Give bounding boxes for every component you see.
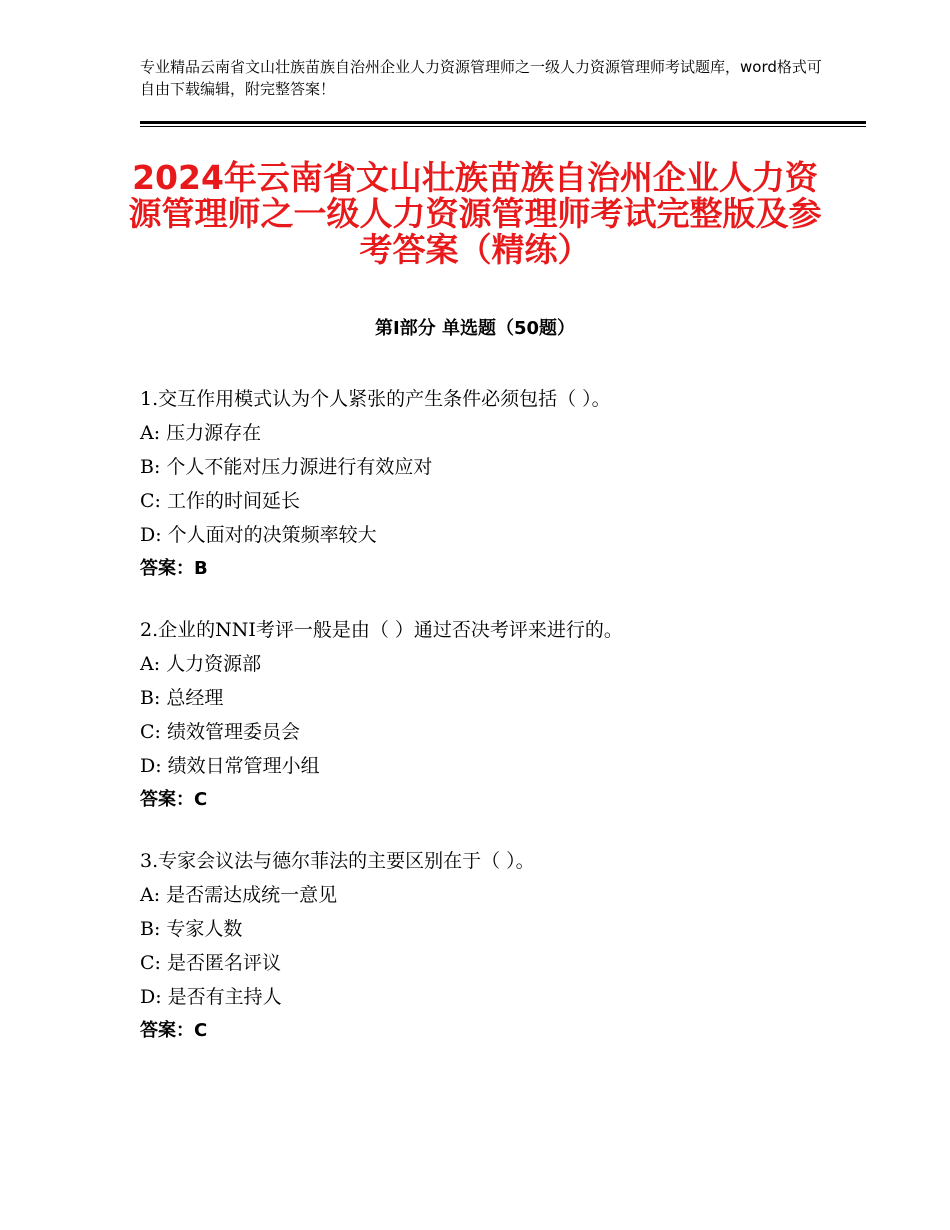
option-text: 个人不能对压力源进行有效应对 bbox=[166, 456, 433, 478]
option-text: 绩效日常管理小组 bbox=[167, 755, 320, 777]
option-text: 是否匿名评议 bbox=[166, 952, 281, 974]
option-b bbox=[140, 450, 860, 484]
header-rule-thick bbox=[140, 121, 866, 124]
option-text: 专家人数 bbox=[166, 918, 243, 940]
answer-line: 答案：C bbox=[140, 1020, 208, 1041]
question-3 bbox=[140, 844, 860, 1048]
option-letter: C: bbox=[140, 952, 161, 974]
option-b bbox=[140, 912, 860, 946]
option-letter: A: bbox=[140, 422, 161, 444]
option-letter: B: bbox=[140, 687, 161, 709]
option-d bbox=[140, 980, 860, 1014]
question-list bbox=[140, 382, 860, 1075]
question-stem: 2.企业的NNI考评一般是由（ ）通过否决考评来进行的。 bbox=[140, 619, 623, 641]
option-d bbox=[140, 749, 860, 783]
question-1 bbox=[140, 382, 860, 586]
section-heading: 第Ⅰ部分 单选题（50题） bbox=[374, 318, 575, 339]
option-text: 是否需达成统一意见 bbox=[166, 884, 338, 906]
option-letter: C: bbox=[140, 490, 161, 512]
option-letter: A: bbox=[140, 884, 161, 906]
option-text: 是否有主持人 bbox=[167, 986, 282, 1008]
option-text: 人力资源部 bbox=[166, 653, 262, 675]
option-letter: D: bbox=[140, 524, 162, 546]
header-rule-thin bbox=[140, 126, 866, 127]
option-letter: C: bbox=[140, 721, 161, 743]
option-a bbox=[140, 878, 860, 912]
question-2 bbox=[140, 613, 860, 817]
option-text: 个人面对的决策频率较大 bbox=[167, 524, 377, 546]
option-letter: D: bbox=[140, 986, 162, 1008]
option-letter: A: bbox=[140, 653, 161, 675]
option-c bbox=[140, 484, 860, 518]
option-c bbox=[140, 715, 860, 749]
option-letter: B: bbox=[140, 918, 161, 940]
option-b bbox=[140, 681, 860, 715]
option-text: 压力源存在 bbox=[166, 422, 262, 444]
option-letter: D: bbox=[140, 755, 162, 777]
option-text: 工作的时间延长 bbox=[166, 490, 300, 512]
option-letter: B: bbox=[140, 456, 161, 478]
question-stem: 3.专家会议法与德尔菲法的主要区别在于（ ）。 bbox=[140, 850, 535, 872]
document-title: 2024年云南省文山壮族苗族自治州企业人力资源管理师之一级人力资源管理师考试完整版及参考答案（精练） bbox=[128, 158, 822, 269]
header-note: 专业精品云南省文山壮族苗族自治州企业人力资源管理师之一级人力资源管理师考试题库，word格式可自由下载编辑，附完整答案！ bbox=[140, 58, 822, 98]
option-text: 绩效管理委员会 bbox=[166, 721, 300, 743]
answer-line: 答案：B bbox=[140, 558, 208, 579]
option-text: 总经理 bbox=[166, 687, 224, 709]
option-a bbox=[140, 416, 860, 450]
option-d bbox=[140, 518, 860, 552]
question-stem: 1.交互作用模式认为个人紧张的产生条件必须包括（ ）。 bbox=[140, 388, 611, 410]
option-c bbox=[140, 946, 860, 980]
option-a bbox=[140, 647, 860, 681]
answer-line: 答案：C bbox=[140, 789, 208, 810]
